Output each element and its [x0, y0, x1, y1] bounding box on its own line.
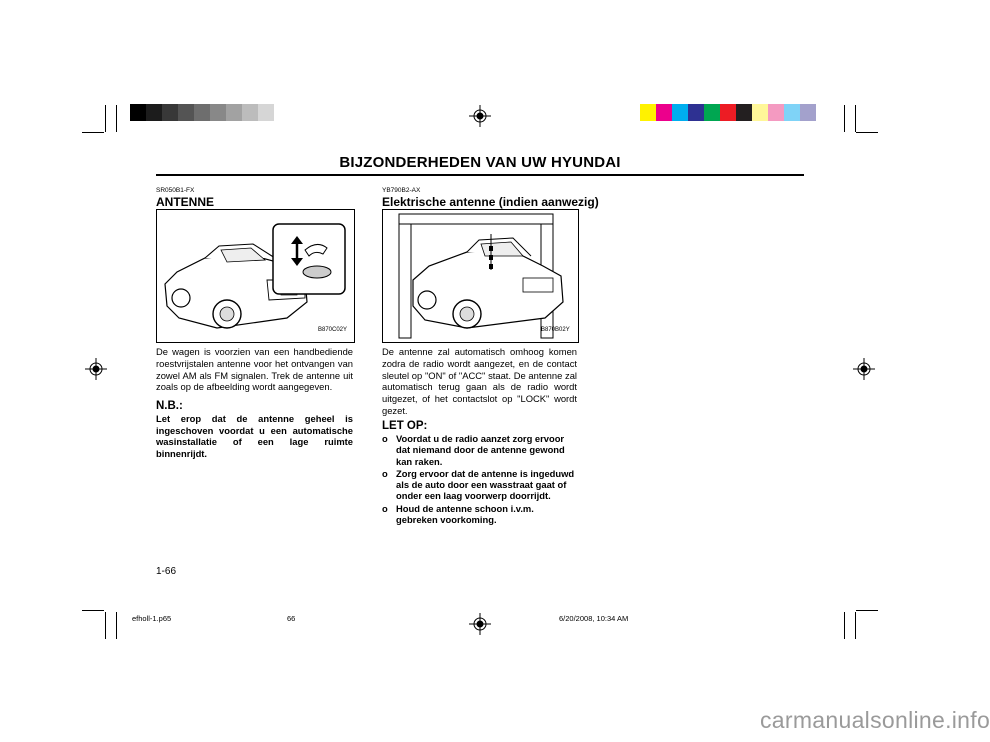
color-swatch — [688, 104, 704, 121]
color-swatch — [194, 104, 210, 121]
list-item: o Voordat u de radio aanzet zorg ervoor dat niemand door de antenne gewond kan raken. — [382, 433, 565, 467]
figure-label: B870C02Y — [318, 327, 348, 333]
note-text: Let erop dat de antenne geheel is ingeschoven voordat u een automatische wasinstallatie of een lage ruimte binnenrijdt. — [156, 413, 353, 459]
car-rear-illustration — [157, 210, 354, 342]
section-code: YB790B2-AX — [382, 187, 421, 194]
color-swatch — [162, 104, 178, 121]
registration-mark-icon — [853, 358, 875, 380]
car-garage-illustration — [383, 210, 578, 342]
color-swatch — [656, 104, 672, 121]
color-swatch — [720, 104, 736, 121]
registration-mark-icon — [469, 105, 491, 127]
figure-label: B870B02Y — [541, 327, 570, 333]
color-swatch — [210, 104, 226, 121]
list-item: o Houd de antenne schoon i.v.m. gebreken voorkoming. — [382, 502, 534, 526]
antenna-figure — [156, 209, 355, 343]
color-swatch — [274, 104, 290, 121]
footer-date: 6/20/2008, 10:34 AM — [559, 614, 629, 623]
electric-antenna-paragraph: De antenne zal automatisch omhoog komen zodra de radio wordt aangezet, en de contact sleutel op "ON" of "ACC" staat. De antenne zal automatisch terug gaan als de radio wordt uitgezet, of het contactslot op "LOCK" wordt gezet. — [382, 346, 577, 416]
color-swatch — [178, 104, 194, 121]
note-title: N.B.: — [156, 400, 183, 412]
color-calibration-bar — [640, 104, 816, 121]
registration-mark-icon — [469, 613, 491, 635]
page-number: 1-66 — [156, 566, 177, 577]
color-swatch — [800, 104, 816, 121]
watermark: carmanualsonline.info — [760, 707, 990, 733]
color-swatch — [226, 104, 242, 121]
footer-file: efholl-1.p65 — [132, 614, 172, 623]
color-swatch — [736, 104, 752, 121]
registration-mark-icon — [85, 358, 107, 380]
caution-list — [382, 433, 577, 526]
color-swatch — [784, 104, 800, 121]
color-swatch — [640, 104, 656, 121]
color-swatch — [258, 104, 274, 121]
antenna-paragraph: De wagen is voorzien van een handbediende roestvrijstalen antenne voor het ontvangen van zowel AM als FM signalen. Trek de antenne uit zoals op de afbeelding wordt aangegeven. — [156, 346, 353, 393]
header-rule — [156, 174, 804, 176]
section-title: Elektrische antenne (indien aanwezig) — [382, 195, 599, 209]
color-swatch — [146, 104, 162, 121]
gray-calibration-bar — [130, 104, 290, 121]
footer-page: 66 — [287, 614, 296, 623]
electric-antenna-figure — [382, 209, 579, 343]
color-swatch — [242, 104, 258, 121]
page-header-title: BIJZONDERHEDEN VAN UW HYUNDAI — [339, 154, 621, 171]
list-item: o Zorg ervoor dat de antenne is ingeduwd als de auto door een wasstraat gaat of onder een laag voorwerp doorrijdt. — [382, 467, 575, 502]
color-swatch — [752, 104, 768, 121]
color-swatch — [130, 104, 146, 121]
caution-title: LET OP: — [382, 420, 428, 432]
section-title: ANTENNE — [156, 195, 215, 209]
color-swatch — [672, 104, 688, 121]
color-swatch — [704, 104, 720, 121]
section-code: SR050B1-FX — [156, 187, 195, 194]
color-swatch — [768, 104, 784, 121]
